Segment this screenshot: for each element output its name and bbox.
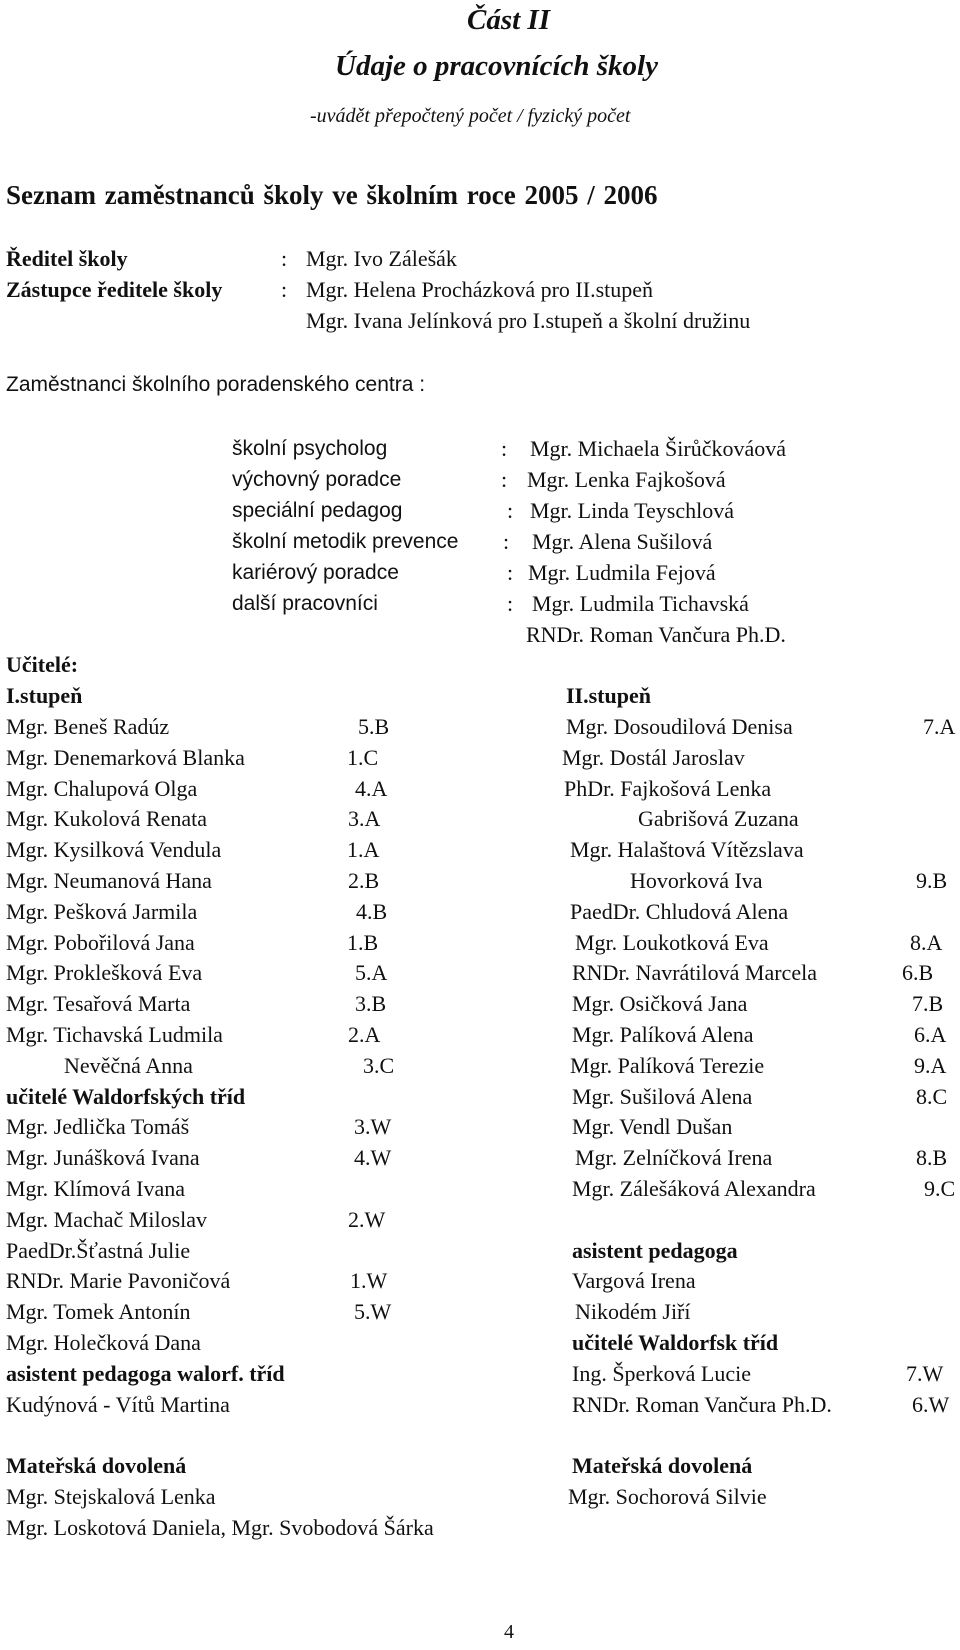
class-label: 2.B — [348, 868, 380, 893]
class-label: 9.B — [916, 868, 948, 893]
count-note: -uvádět přepočtený počet / fyzický počet — [310, 105, 631, 127]
counseling-separator: : — [507, 591, 514, 616]
class-label: 1.W — [350, 1268, 388, 1293]
class-label: 1.B — [347, 930, 379, 955]
class-label: 7.A — [923, 714, 956, 739]
director-separator: : — [281, 246, 288, 271]
teacher-name: Mgr. Tesařová Marta — [6, 991, 191, 1016]
teacher-name: Mgr. Zálešáková Alexandra — [572, 1176, 816, 1201]
class-label: 3.B — [355, 991, 387, 1016]
class-label: 5.A — [355, 960, 388, 985]
counseling-name: Mgr. Ludmila Tichavská — [532, 591, 749, 616]
counseling-name: Mgr. Ludmila Fejová — [528, 560, 716, 585]
teacher-name: Mgr. Pobořilová Jana — [6, 930, 195, 955]
class-label: 4.W — [354, 1145, 392, 1170]
maternity-heading: Mateřská dovolená — [6, 1453, 187, 1478]
waldorf-heading: učitelé Waldorfsk tříd — [572, 1330, 779, 1355]
teacher-name: Mgr. Sušilová Alena — [572, 1084, 753, 1109]
teacher-name: Mgr. Kysilková Vendula — [6, 837, 222, 862]
page-title: Údaje o pracovnících školy — [335, 50, 658, 82]
counseling-role: výchovný poradce — [232, 468, 402, 491]
counseling-role: další pracovníci — [232, 592, 378, 615]
class-label: 3.A — [348, 806, 381, 831]
class-label: 9.A — [914, 1053, 947, 1078]
teacher-name: Mgr. Kukolová Renata — [6, 806, 208, 831]
teachers-label: Učitelé: — [6, 652, 79, 677]
class-label: 6.A — [914, 1022, 947, 1047]
page-number: 4 — [504, 1621, 514, 1643]
waldorf-teacher-name: Ing. Šperková Lucie — [572, 1361, 751, 1386]
counseling-role: kariérový poradce — [232, 561, 399, 584]
class-label: 6.B — [902, 960, 934, 985]
teacher-name: Mgr. Zelníčková Irena — [575, 1145, 773, 1170]
assistant-heading: asistent pedagoga walorf. tříd — [6, 1361, 285, 1386]
teacher-name: PhDr. Fajkošová Lenka — [564, 776, 772, 801]
deputy-separator: : — [281, 277, 288, 302]
assistant-name: Nikodém Jiří — [575, 1299, 691, 1324]
counseling-role: školní metodik prevence — [232, 530, 459, 553]
teacher-name: Mgr. Neumanová Hana — [6, 868, 212, 893]
maternity-heading: Mateřská dovolená — [572, 1453, 753, 1478]
teacher-name: Mgr. Denemarková Blanka — [6, 745, 245, 770]
counseling-heading: Zaměstnanci školního poradenského centra : — [6, 373, 426, 396]
teacher-name: Hovorková Iva — [630, 868, 763, 893]
class-label: 2.A — [348, 1022, 381, 1047]
teacher-name: Mgr. Osičková Jana — [572, 991, 748, 1016]
class-label: 5.W — [354, 1299, 392, 1324]
class-label: 5.B — [358, 714, 390, 739]
teacher-name: Mgr. Beneš Radúz — [6, 714, 170, 739]
waldorf-teacher-name: Mgr. Jedlička Tomáš — [6, 1114, 190, 1139]
waldorf-teacher-name: Mgr. Tomek Antonín — [6, 1299, 191, 1324]
class-label: 6.W — [912, 1392, 950, 1417]
class-label: 4.A — [355, 776, 388, 801]
director-name: Mgr. Ivo Zálešák — [306, 246, 457, 271]
deputy-name-2: Mgr. Ivana Jelínková pro I.stupeň a školní družinu — [306, 308, 751, 333]
teacher-name: Mgr. Loukotková Eva — [575, 930, 769, 955]
assistant-heading: asistent pedagoga — [572, 1238, 738, 1263]
teacher-name: Mgr. Pešková Jarmila — [6, 899, 198, 924]
director-label: Ředitel školy — [6, 246, 128, 271]
teacher-name: RNDr. Navrátilová Marcela — [572, 960, 817, 985]
counseling-role: školní psycholog — [232, 437, 388, 460]
teacher-name: Mgr. Proklešková Eva — [6, 960, 203, 985]
class-label: 8.C — [916, 1084, 948, 1109]
waldorf-teacher-name: Mgr. Holečková Dana — [6, 1330, 201, 1355]
counseling-name: Mgr. Lenka Fajkošová — [527, 467, 726, 492]
section-heading: Seznam zaměstnanců školy ve školním roce 2005 / 2006 — [6, 180, 658, 210]
deputy-name-1: Mgr. Helena Procházková pro II.stupeň — [306, 277, 654, 302]
counseling-extra-name: RNDr. Roman Vančura Ph.D. — [526, 622, 786, 647]
counseling-separator: : — [507, 560, 514, 585]
teacher-name: Mgr. Vendl Dušan — [572, 1114, 733, 1139]
first-grade-heading: I.stupeň — [6, 683, 83, 708]
part-title: Část II — [467, 4, 551, 36]
class-label: 8.A — [910, 930, 943, 955]
maternity-name: Mgr. Stejskalová Lenka — [6, 1484, 216, 1509]
waldorf-teacher-name: Mgr. Machač Miloslav — [6, 1207, 208, 1232]
teacher-name: Mgr. Palíková Terezie — [570, 1053, 765, 1078]
class-label: 1.A — [347, 837, 380, 862]
counseling-role: speciální pedagog — [232, 499, 403, 522]
class-label: 7.B — [912, 991, 944, 1016]
class-label: 8.B — [916, 1145, 948, 1170]
teacher-name: Mgr. Dostál Jaroslav — [562, 745, 745, 770]
maternity-name: Mgr. Loskotová Daniela, Mgr. Svobodová Šárka — [6, 1515, 434, 1540]
teacher-name: PaedDr. Chludová Alena — [570, 899, 789, 924]
class-label: 1.C — [347, 745, 379, 770]
teacher-name: Mgr. Palíková Alena — [572, 1022, 754, 1047]
waldorf-heading: učitelé Waldorfských tříd — [6, 1084, 246, 1109]
waldorf-teacher-name: Mgr. Junášková Ivana — [6, 1145, 200, 1170]
class-label: 3.W — [354, 1114, 392, 1139]
counseling-name: Mgr. Alena Sušilová — [532, 529, 713, 554]
assistant-name: Vargová Irena — [572, 1268, 696, 1293]
teacher-name: Mgr. Tichavská Ludmila — [6, 1022, 223, 1047]
teacher-name: Mgr. Halaštová Vítězslava — [570, 837, 804, 862]
class-label: 9.C — [924, 1176, 956, 1201]
class-label: 7.W — [906, 1361, 944, 1386]
waldorf-teacher-name: RNDr. Roman Vančura Ph.D. — [572, 1392, 832, 1417]
waldorf-teacher-name: RNDr. Marie Pavoničová — [6, 1268, 231, 1293]
counseling-separator: : — [501, 467, 508, 492]
counseling-name: Mgr. Michaela Širůčkováová — [530, 436, 786, 461]
teacher-name: Gabrišová Zuzana — [638, 806, 799, 831]
counseling-separator: : — [503, 529, 510, 554]
class-label: 4.B — [356, 899, 388, 924]
counseling-separator: : — [501, 436, 508, 461]
maternity-name: Mgr. Sochorová Silvie — [568, 1484, 767, 1509]
class-label: 3.C — [363, 1053, 395, 1078]
teacher-name: Mgr. Dosoudilová Denisa — [566, 714, 793, 739]
counseling-name: Mgr. Linda Teyschlová — [530, 498, 734, 523]
counseling-separator: : — [507, 498, 514, 523]
second-grade-heading: II.stupeň — [566, 683, 651, 708]
assistant-name: Kudýnová - Vítů Martina — [6, 1392, 230, 1417]
waldorf-teacher-name: PaedDr.Šťastná Julie — [6, 1238, 191, 1263]
deputy-label: Zástupce ředitele školy — [6, 277, 223, 302]
waldorf-teacher-name: Mgr. Klímová Ivana — [6, 1176, 186, 1201]
teacher-name: Mgr. Chalupová Olga — [6, 776, 198, 801]
teacher-name: Nevěčná Anna — [64, 1053, 193, 1078]
class-label: 2.W — [348, 1207, 386, 1232]
